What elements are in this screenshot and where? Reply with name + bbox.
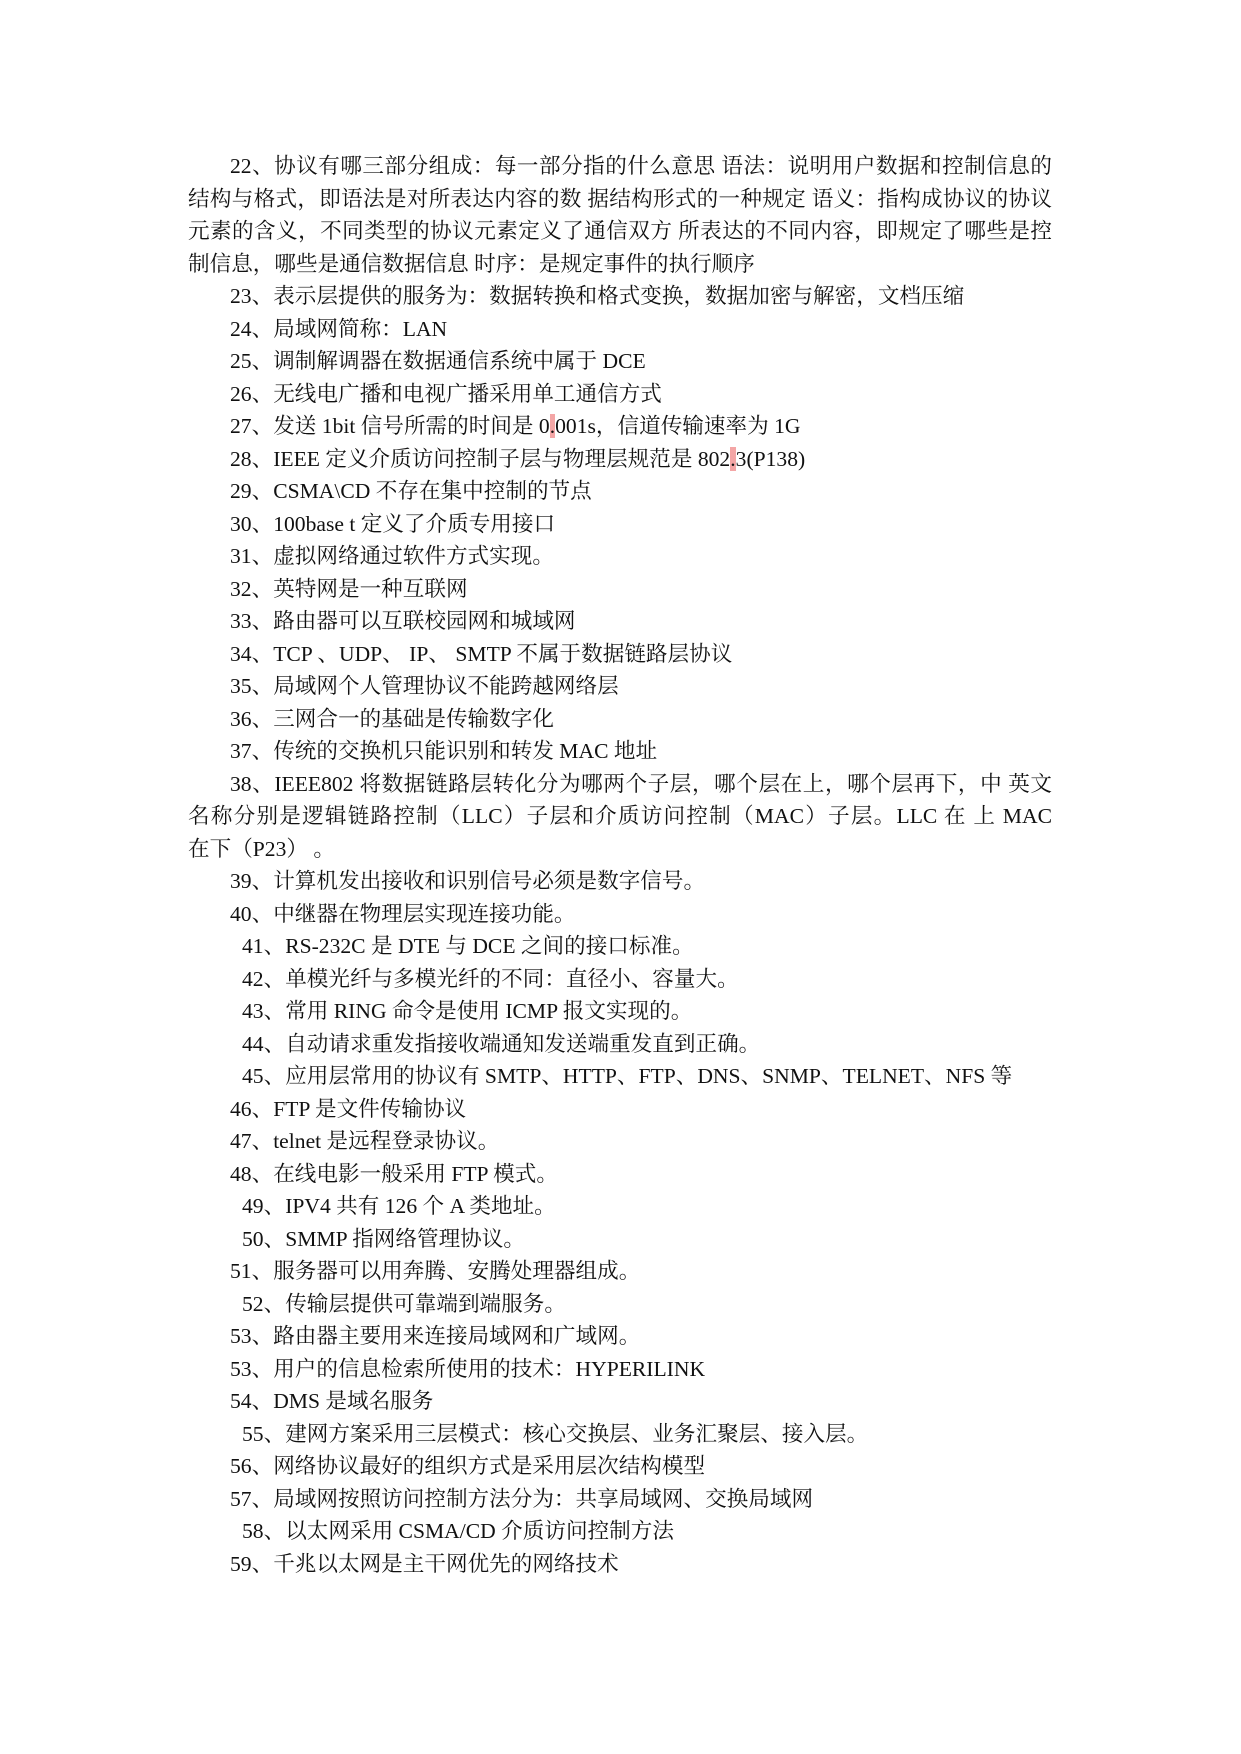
item-33: 33、路由器可以互联校园网和城域网 bbox=[230, 609, 576, 633]
item-47: 47、telnet 是远程登录协议。 bbox=[230, 1129, 500, 1153]
item-54: 54、DMS 是域名服务 bbox=[230, 1389, 434, 1413]
item-37: 37、传统的交换机只能识别和转发 MAC 地址 bbox=[230, 739, 658, 763]
text-segment: 27、发送 1bit 信号所需的时间是 0 bbox=[230, 414, 550, 438]
item-42: 42、单模光纤与多模光纤的不同：直径小、容量大。 bbox=[242, 966, 739, 991]
item-53b: 53、用户的信息检索所使用的技术：HYPERILINK bbox=[230, 1356, 706, 1381]
item-34: 34、TCP 、UDP、 IP、 SMTP 不属于数据链路层协议 bbox=[230, 641, 733, 666]
text-segment: 001s，信道传输速率为 1G bbox=[555, 414, 801, 438]
item-22 bbox=[188, 150, 1052, 280]
text-segment: 3(P138) bbox=[735, 446, 806, 471]
item-32: 32、英特网是一种互联网 bbox=[230, 576, 468, 601]
item-28 bbox=[188, 443, 1052, 476]
item-40: 40、中继器在物理层实现连接功能。 bbox=[230, 901, 576, 926]
revision-highlight: . bbox=[730, 446, 736, 471]
item-46: 46、FTP 是文件传输协议 bbox=[230, 1096, 467, 1121]
item-27 bbox=[188, 410, 1052, 443]
text-line: 元素的含义，不同类型的协议元素定义了通信双方 所表达的不同内容，即规定了哪些是控 bbox=[188, 219, 1052, 243]
text-line: 名称分别是逻辑链路控制（LLC）子层和介质访问控制（MAC）子层。LLC 在 上 MAC bbox=[188, 804, 1052, 828]
text-line: 38、IEEE802 将数据链路层转化分为哪两个子层，哪个层在上，哪个层再下，中 英文 bbox=[230, 771, 1052, 796]
document-body bbox=[188, 150, 1052, 1580]
item-51: 51、服务器可以用奔腾、安腾处理器组成。 bbox=[230, 1259, 641, 1283]
text-line: 结构与格式，即语法是对所表达内容的数 据结构形式的一种规定 语义：指构成协议的协议 bbox=[188, 186, 1052, 211]
item-59: 59、千兆以太网是主干网优先的网络技术 bbox=[230, 1551, 619, 1576]
item-31: 31、虚拟网络通过软件方式实现。 bbox=[230, 544, 554, 568]
item-49: 49、IPV4 共有 126 个 A 类地址。 bbox=[242, 1194, 556, 1218]
text-line: 制信息，哪些是通信数据信息 时序：是规定事件的执行顺序 bbox=[188, 251, 755, 276]
text-segment: 28、IEEE 定义介质访问控制子层与物理层规范是 802 bbox=[230, 446, 731, 471]
item-50: 50、SMMP 指网络管理协议。 bbox=[242, 1226, 525, 1251]
item-43: 43、常用 RING 命令是使用 ICMP 报文实现的。 bbox=[242, 999, 693, 1023]
item-30: 30、100base t 定义了介质专用接口 bbox=[230, 511, 556, 536]
item-56: 56、网络协议最好的组织方式是采用层次结构模型 bbox=[230, 1454, 706, 1478]
item-57: 57、局域网按照访问控制方法分为：共享局域网、交换局域网 bbox=[230, 1486, 814, 1511]
item-36: 36、三网合一的基础是传输数字化 bbox=[230, 706, 554, 731]
item-55: 55、建网方案采用三层模式：核心交换层、业务汇聚层、接入层。 bbox=[242, 1421, 869, 1446]
item-38 bbox=[188, 768, 1052, 866]
item-48: 48、在线电影一般采用 FTP 模式。 bbox=[230, 1161, 558, 1186]
item-29: 29、CSMA\CD 不存在集中控制的节点 bbox=[230, 479, 592, 503]
text-line: 22、协议有哪三部分组成：每一部分指的什么意思 语法：说明用户数据和控制信息的 bbox=[230, 154, 1052, 178]
revision-highlight: . bbox=[549, 414, 556, 438]
item-23: 23、表示层提供的服务为：数据转换和格式变换，数据加密与解密，文档压缩 bbox=[230, 284, 965, 308]
item-52: 52、传输层提供可靠端到端服务。 bbox=[242, 1291, 566, 1316]
item-35: 35、局域网个人管理协议不能跨越网络层 bbox=[230, 674, 619, 698]
item-45: 45、应用层常用的协议有 SMTP、HTTP、FTP、DNS、SNMP、TELNET、NFS 等 bbox=[242, 1064, 1013, 1088]
item-41: 41、RS-232C 是 DTE 与 DCE 之间的接口标准。 bbox=[242, 934, 694, 958]
item-58: 58、以太网采用 CSMA/CD 介质访问控制方法 bbox=[242, 1519, 674, 1543]
item-53a: 53、路由器主要用来连接局域网和广域网。 bbox=[230, 1324, 641, 1348]
item-44: 44、自动请求重发指接收端通知发送端重发直到正确。 bbox=[242, 1031, 761, 1056]
item-26: 26、无线电广播和电视广播采用单工通信方式 bbox=[230, 381, 662, 406]
item-39: 39、计算机发出接收和识别信号必须是数字信号。 bbox=[230, 869, 706, 893]
item-25: 25、调制解调器在数据通信系统中属于 DCE bbox=[230, 349, 646, 373]
text-line: 在下（P23） 。 bbox=[188, 836, 335, 861]
item-24: 24、局域网简称：LAN bbox=[230, 316, 448, 341]
